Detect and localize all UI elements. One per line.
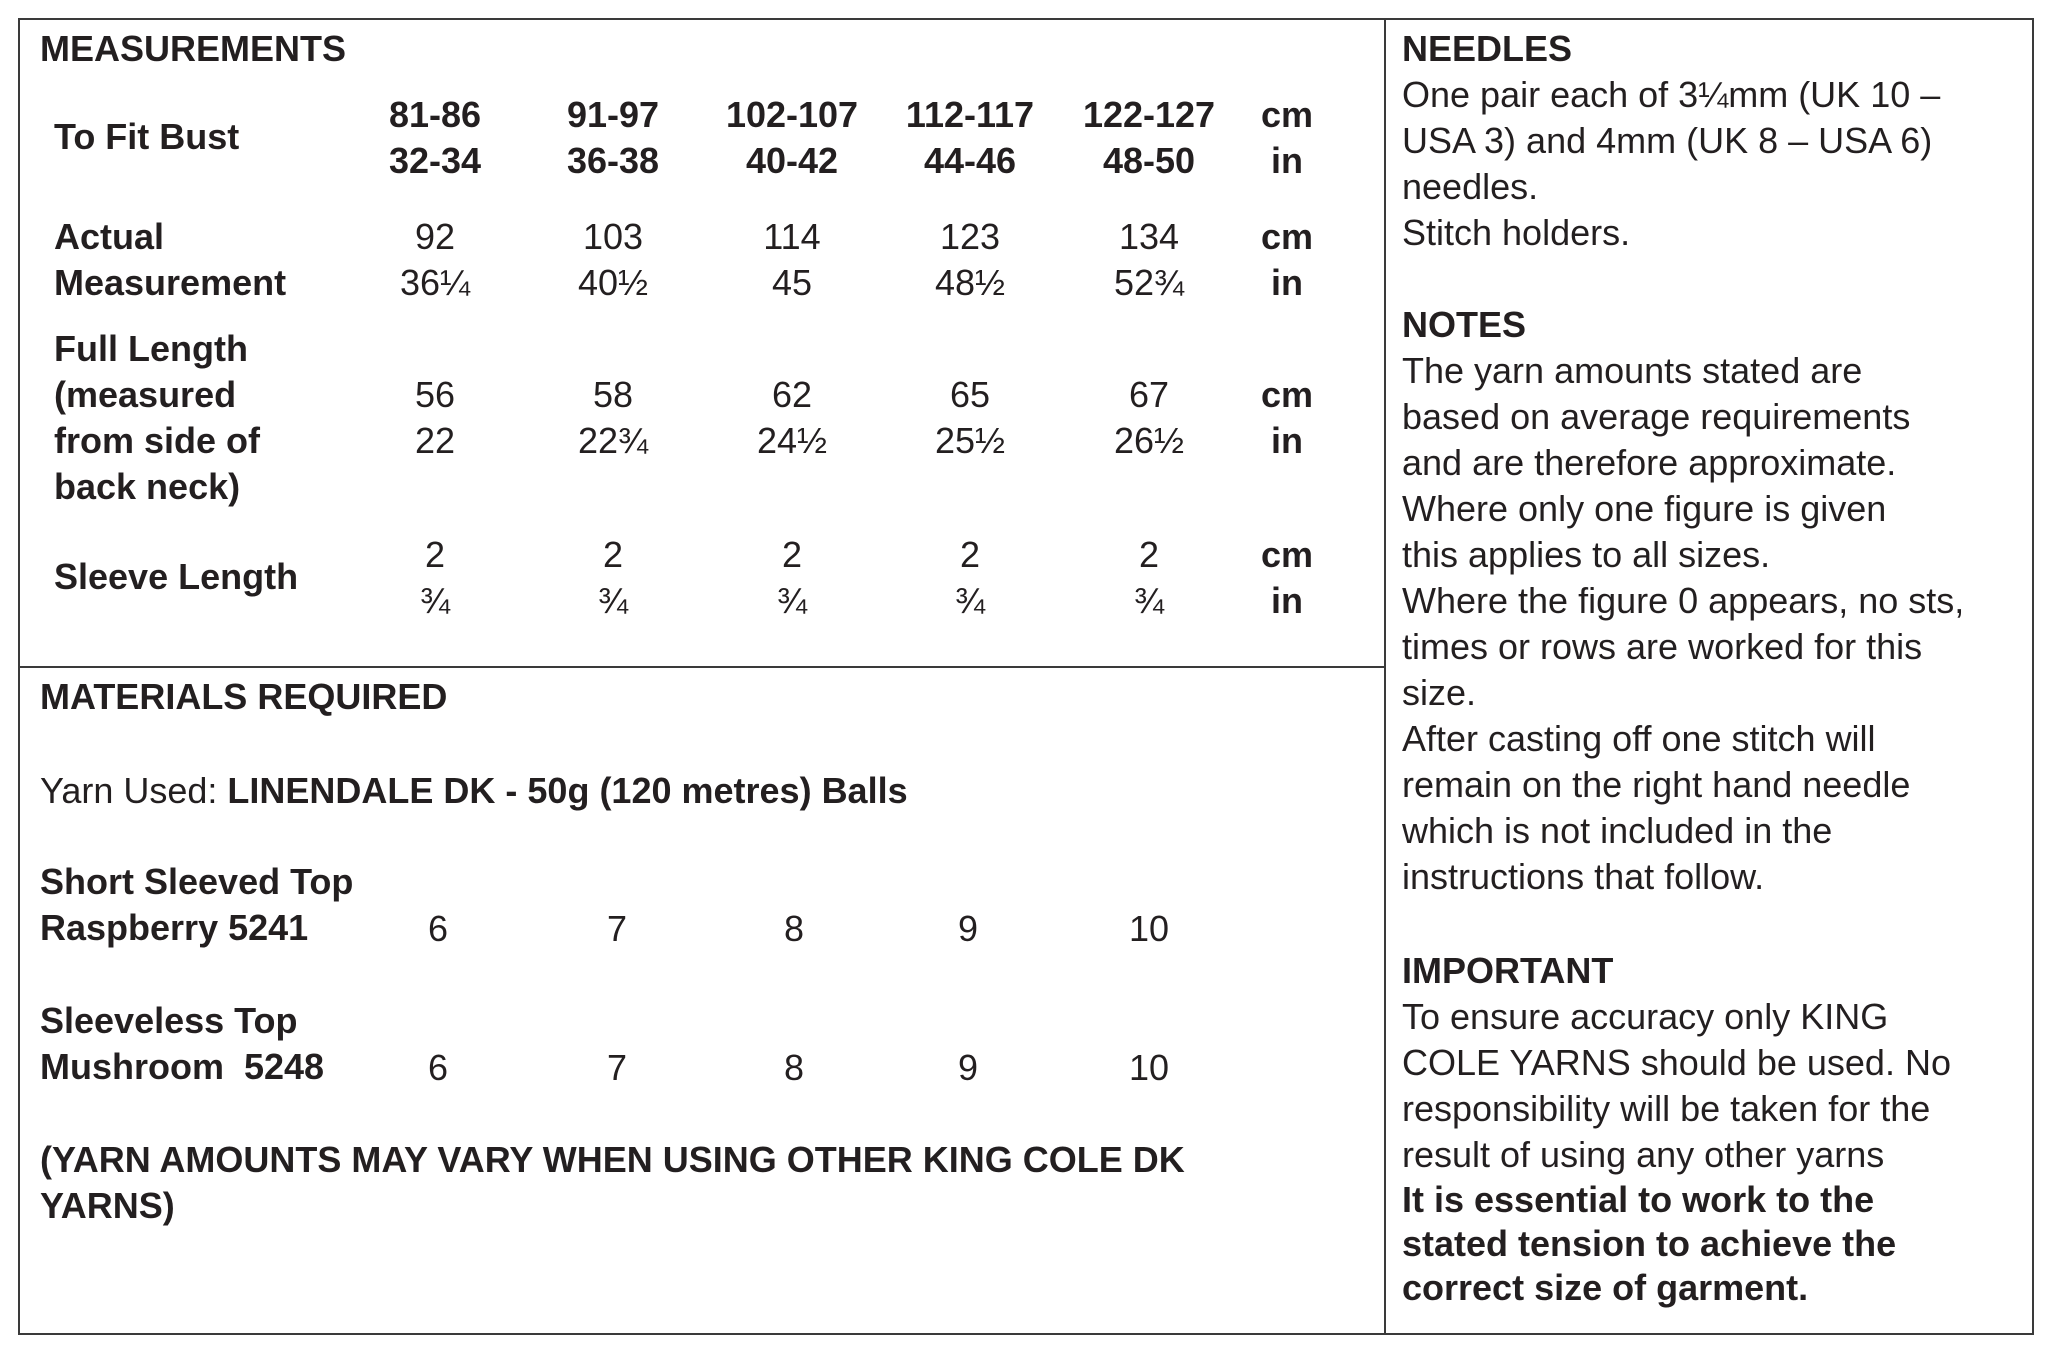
sleeve-size-3: 2 ¾ — [776, 534, 808, 621]
length-units: cm in — [1260, 374, 1314, 461]
sleeveless-qty-3: 8 — [783, 1047, 805, 1088]
notes-text: Where the figure 0 appears, no sts, — [1402, 580, 1965, 621]
material-item-short-sleeved: Short Sleeved Top Raspberry 5241 — [40, 861, 354, 948]
actual-size-5: 134 52¾ — [1113, 216, 1185, 303]
bust-units: cm in — [1260, 94, 1314, 181]
measurements-heading: MEASUREMENTS — [40, 28, 347, 69]
section-divider — [18, 666, 1386, 668]
important-heading: IMPORTANT — [1402, 950, 1614, 991]
actual-size-2: 103 40½ — [577, 216, 649, 303]
important-text: responsibility will be taken for the — [1402, 1088, 1931, 1129]
notes-text: Where only one figure is given — [1402, 488, 1887, 529]
notes-heading: NOTES — [1402, 304, 1527, 345]
sleeveless-qty-2: 7 — [606, 1047, 628, 1088]
bust-size-5: 122-127 48-50 — [1082, 94, 1216, 181]
sleeve-size-1: 2 ¾ — [419, 534, 451, 621]
needles-section — [1402, 26, 1940, 256]
bust-size-4: 112-117 44-46 — [905, 94, 1035, 181]
row-label-full-length: Full Length (measured from side of back neck) — [54, 328, 261, 507]
materials-heading: MATERIALS REQUIRED — [40, 676, 448, 717]
notes-text: remain on the right hand needle — [1402, 764, 1911, 805]
yarn-amount-note: (YARN AMOUNTS MAY VARY WHEN USING OTHER KING COLE DK YARNS) — [40, 1139, 1185, 1226]
yarn-name: LINENDALE DK - 50g (120 metres) Balls — [227, 770, 908, 811]
needles-text: Stitch holders. — [1402, 212, 1631, 253]
bust-size-3: 102-107 40-42 — [725, 94, 859, 181]
short-sleeved-qty-5: 10 — [1128, 908, 1170, 949]
actual-size-1: 92 36¼ — [399, 216, 471, 303]
row-label-actual-measurement: Actual Measurement — [54, 216, 287, 303]
important-text: To ensure accuracy only KING — [1402, 996, 1889, 1037]
important-text: result of using any other yarns — [1402, 1134, 1885, 1175]
notes-text: and are therefore approximate. — [1402, 442, 1897, 483]
important-section — [1402, 948, 1951, 1310]
short-sleeved-qty-1: 6 — [427, 908, 449, 949]
length-size-1: 56 22 — [414, 374, 456, 461]
sleeve-size-5: 2 ¾ — [1133, 534, 1165, 621]
needles-text: USA 3) and 4mm (UK 8 – USA 6) — [1402, 120, 1933, 161]
notes-text: size. — [1402, 672, 1477, 713]
important-bold-text: correct size of garment. — [1402, 1267, 1809, 1308]
notes-text: times or rows are worked for this — [1402, 626, 1923, 667]
sleeveless-qty-1: 6 — [427, 1047, 449, 1088]
yarn-used-line — [40, 768, 908, 814]
yarn-used-prefix: Yarn Used: — [40, 770, 228, 811]
row-label-sleeve-length: Sleeve Length — [54, 556, 299, 597]
actual-size-4: 123 48½ — [934, 216, 1006, 303]
important-text: COLE YARNS should be used. No — [1402, 1042, 1951, 1083]
short-sleeved-qty-4: 9 — [957, 908, 979, 949]
sleeveless-qty-4: 9 — [957, 1047, 979, 1088]
important-bold-text: stated tension to achieve the — [1402, 1223, 1897, 1264]
needles-heading: NEEDLES — [1402, 28, 1573, 69]
bust-size-2: 91-97 36-38 — [566, 94, 660, 181]
sleeve-units: cm in — [1260, 534, 1314, 621]
notes-text: which is not included in the — [1402, 810, 1833, 851]
notes-text: After casting off one stitch will — [1402, 718, 1876, 759]
column-divider — [1384, 18, 1386, 1335]
sleeve-size-4: 2 ¾ — [954, 534, 986, 621]
actual-units: cm in — [1260, 216, 1314, 303]
short-sleeved-qty-3: 8 — [783, 908, 805, 949]
length-size-4: 65 25½ — [934, 374, 1006, 461]
notes-text: this applies to all sizes. — [1402, 534, 1771, 575]
length-size-5: 67 26½ — [1113, 374, 1185, 461]
notes-text: The yarn amounts stated are — [1402, 350, 1863, 391]
length-size-3: 62 24½ — [756, 374, 828, 461]
actual-size-3: 114 45 — [763, 216, 821, 303]
sleeve-size-2: 2 ¾ — [597, 534, 629, 621]
sleeveless-qty-5: 10 — [1128, 1047, 1170, 1088]
important-bold-text: It is essential to work to the — [1402, 1179, 1875, 1220]
notes-text: instructions that follow. — [1402, 856, 1765, 897]
short-sleeved-qty-2: 7 — [606, 908, 628, 949]
needles-text: One pair each of 3¼mm (UK 10 – — [1402, 74, 1941, 115]
needles-text: needles. — [1402, 166, 1539, 207]
notes-section — [1402, 302, 1964, 900]
bust-size-1: 81-86 32-34 — [388, 94, 482, 181]
material-item-sleeveless: Sleeveless Top Mushroom 5248 — [40, 1000, 325, 1087]
row-label-to-fit-bust: To Fit Bust — [54, 116, 240, 157]
notes-text: based on average requirements — [1402, 396, 1911, 437]
length-size-2: 58 22¾ — [577, 374, 649, 461]
